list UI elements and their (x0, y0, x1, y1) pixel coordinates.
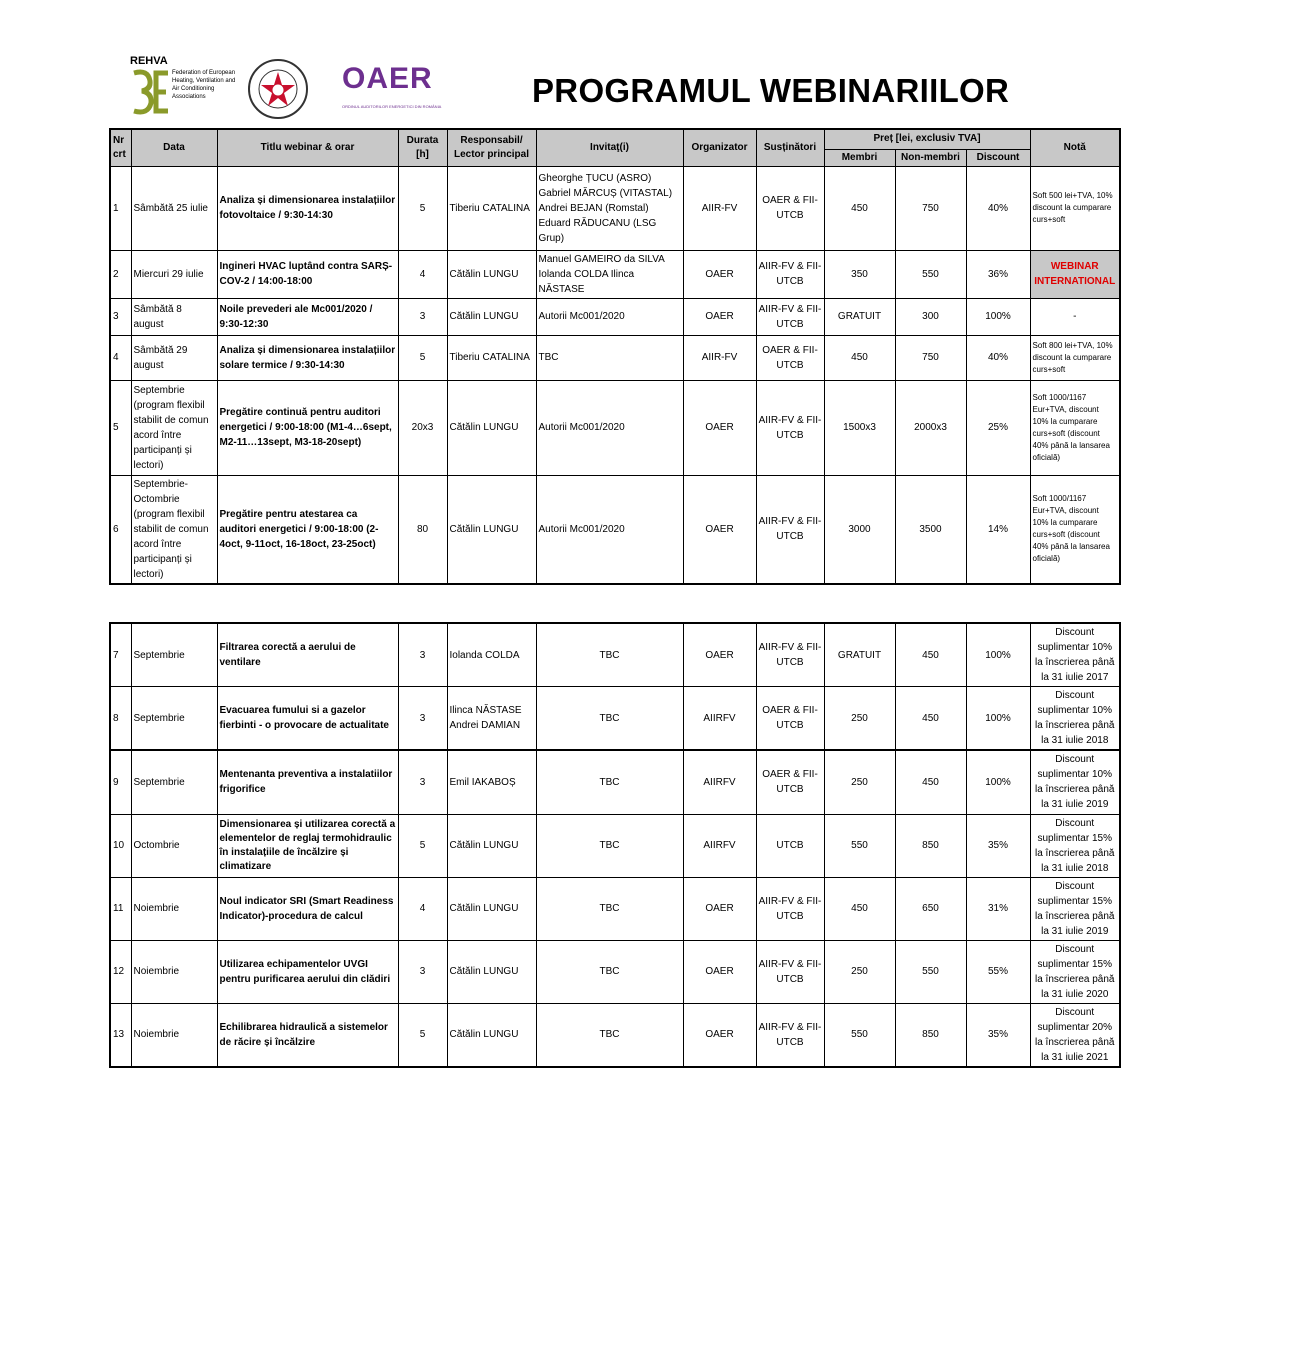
cell-organizator: OAER (683, 475, 756, 584)
cell-nonmembri: 750 (895, 166, 966, 250)
cell-discount: 100% (966, 750, 1030, 814)
cell-sustinatori: AIIR-FV & FII-UTCB (756, 475, 824, 584)
cell-data: Septembrie (program flexibil stabilit de comun acord între participanți și lectori) (131, 380, 217, 475)
cell-nota: Discount suplimentar 10% la înscrierea până la 31 iulie 2018 (1030, 687, 1120, 751)
rehva-description: Federation of European Heating, Ventilation and Air Conditioning Associations (172, 70, 236, 100)
cell-discount: 35% (966, 1003, 1030, 1067)
header-membri: Membri (824, 149, 895, 166)
header-nota: Notă (1030, 129, 1120, 166)
cell-nonmembri: 2000x3 (895, 380, 966, 475)
cell-nr: 8 (110, 687, 131, 751)
cell-discount: 100% (966, 623, 1030, 687)
cell-titlu: Mentenanta preventiva a instalatiilor frigorifice (217, 750, 398, 814)
cell-membri: GRATUIT (824, 623, 895, 687)
header-durata: Durata [h] (398, 129, 447, 166)
cell-data: Noiembrie (131, 1003, 217, 1067)
cell-data: Miercuri 29 iulie (131, 250, 217, 298)
cell-nr: 10 (110, 814, 131, 877)
cell-nonmembri: 750 (895, 335, 966, 380)
aiir-emblem-icon (246, 58, 310, 120)
cell-organizator: AIIRFV (683, 687, 756, 751)
cell-membri: GRATUIT (824, 298, 895, 335)
cell-nonmembri: 450 (895, 750, 966, 814)
oaer-name: OAER (342, 62, 433, 95)
cell-sustinatori: OAER & FII-UTCB (756, 750, 824, 814)
cell-durata: 3 (398, 623, 447, 687)
cell-titlu: Evacuarea fumului si a gazelor fierbinti - o provocare de actualitate (217, 687, 398, 751)
cell-organizator: OAER (683, 380, 756, 475)
cell-discount: 25% (966, 380, 1030, 475)
header-invitati: Invitaţ(i) (536, 129, 683, 166)
cell-membri: 450 (824, 335, 895, 380)
cell-sustinatori: OAER & FII-UTCB (756, 166, 824, 250)
cell-durata: 3 (398, 750, 447, 814)
cell-nota: Soft 800 lei+TVA, 10% discount la cumparare curs+soft (1030, 335, 1120, 380)
table-row (110, 475, 1120, 584)
cell-nr: 6 (110, 475, 131, 584)
cell-nota: Soft 500 lei+TVA, 10% discount la cumparare curs+soft (1030, 166, 1120, 250)
cell-sustinatori: OAER & FII-UTCB (756, 687, 824, 751)
cell-responsabil: Tiberiu CATALINA (447, 166, 536, 250)
cell-data: Sâmbătă 29 august (131, 335, 217, 380)
table-row (110, 335, 1120, 380)
cell-invitati: TBC (536, 623, 683, 687)
webinar-table-main (109, 128, 1121, 585)
cell-sustinatori: AIIR-FV & FII-UTCB (756, 1003, 824, 1067)
cell-membri: 1500x3 (824, 380, 895, 475)
cell-durata: 5 (398, 335, 447, 380)
cell-nonmembri: 550 (895, 940, 966, 1003)
header-responsabil: Responsabil/ Lector principal (447, 129, 536, 166)
cell-responsabil: Iolanda COLDA (447, 623, 536, 687)
cell-organizator: OAER (683, 940, 756, 1003)
cell-durata: 80 (398, 475, 447, 584)
cell-organizator: OAER (683, 1003, 756, 1067)
cell-discount: 36% (966, 250, 1030, 298)
cell-nonmembri: 450 (895, 623, 966, 687)
cell-nr: 2 (110, 250, 131, 298)
cell-nonmembri: 550 (895, 250, 966, 298)
table-row (110, 940, 1120, 1003)
cell-nonmembri: 450 (895, 687, 966, 751)
cell-responsabil: Cătălin LUNGU (447, 940, 536, 1003)
cell-membri: 3000 (824, 475, 895, 584)
cell-nr: 7 (110, 623, 131, 687)
header-nonmembri: Non-membri (895, 149, 966, 166)
cell-organizator: OAER (683, 623, 756, 687)
cell-nota: Discount suplimentar 20% la înscrierea până la 31 iulie 2021 (1030, 1003, 1120, 1067)
cell-sustinatori: UTCB (756, 814, 824, 877)
cell-membri: 250 (824, 750, 895, 814)
cell-nr: 13 (110, 1003, 131, 1067)
cell-data: Noiembrie (131, 877, 217, 940)
cell-sustinatori: AIIR-FV & FII-UTCB (756, 380, 824, 475)
cell-responsabil: Tiberiu CATALINA (447, 335, 536, 380)
table-row (110, 687, 1120, 751)
cell-responsabil: Cătălin LUNGU (447, 298, 536, 335)
rehva-3e-icon (130, 67, 170, 117)
cell-sustinatori: AIIR-FV & FII-UTCB (756, 250, 824, 298)
cell-nonmembri: 850 (895, 1003, 966, 1067)
cell-nota: Discount suplimentar 15% la înscrierea până la 31 iulie 2020 (1030, 940, 1120, 1003)
cell-titlu: Dimensionarea și utilizarea corectă a elementelor de reglaj termohidraulic în instalațiile de încălzire și climatizare (217, 814, 398, 877)
cell-durata: 3 (398, 940, 447, 1003)
cell-titlu: Pregătire continuă pentru auditori energetici / 9:00-18:00 (M1-4…6sept, M2-11…13sept, M3-18-20sept) (217, 380, 398, 475)
cell-organizator: OAER (683, 877, 756, 940)
cell-membri: 550 (824, 814, 895, 877)
header-sustinatori: Susținători (756, 129, 824, 166)
cell-discount: 31% (966, 877, 1030, 940)
table-row (110, 623, 1120, 687)
page-title: PROGRAMUL WEBINARIILOR (532, 72, 1010, 109)
cell-invitati: TBC (536, 1003, 683, 1067)
header-discount: Discount (966, 149, 1030, 166)
cell-durata: 3 (398, 687, 447, 751)
cell-titlu: Filtrarea corectă a aerului de ventilare (217, 623, 398, 687)
cell-nr: 3 (110, 298, 131, 335)
cell-titlu: Noile prevederi ale Mc001/2020 / 9:30-12:30 (217, 298, 398, 335)
rehva-name: REHVA (130, 55, 168, 67)
cell-invitati: TBC (536, 750, 683, 814)
oaer-subtitle: ORDINUL AUDITORILOR ENERGETICI DIN ROMÂNIA (342, 104, 442, 109)
cell-nr: 12 (110, 940, 131, 1003)
aiir-logo (246, 58, 310, 120)
header-pret: Preț [lei, exclusiv TVA] (824, 129, 1030, 149)
cell-nota: Discount suplimentar 15% la înscrierea până la 31 iulie 2018 (1030, 814, 1120, 877)
cell-titlu: Analiza și dimensionarea instalațiilor solare termice / 9:30-14:30 (217, 335, 398, 380)
cell-invitati: Autorii Mc001/2020 (536, 475, 683, 584)
cell-nonmembri: 300 (895, 298, 966, 335)
cell-sustinatori: AIIR-FV & FII-UTCB (756, 298, 824, 335)
table-row (110, 1003, 1120, 1067)
table-row (110, 814, 1120, 877)
cell-membri: 250 (824, 687, 895, 751)
cell-invitati: TBC (536, 877, 683, 940)
table-row (110, 298, 1120, 335)
cell-responsabil: Cătălin LUNGU (447, 1003, 536, 1067)
cell-durata: 20x3 (398, 380, 447, 475)
cell-membri: 250 (824, 940, 895, 1003)
cell-membri: 450 (824, 877, 895, 940)
cell-data: Septembrie (131, 750, 217, 814)
cell-membri: 550 (824, 1003, 895, 1067)
cell-data: Noiembrie (131, 940, 217, 1003)
table-row (110, 380, 1120, 475)
cell-nr: 4 (110, 335, 131, 380)
cell-discount: 40% (966, 166, 1030, 250)
oaer-logo (342, 62, 446, 114)
cell-organizator: AIIRFV (683, 750, 756, 814)
header-data: Data (131, 129, 217, 166)
cell-nr: 1 (110, 166, 131, 250)
cell-discount: 100% (966, 298, 1030, 335)
cell-data: Sâmbătă 25 iulie (131, 166, 217, 250)
cell-nr: 5 (110, 380, 131, 475)
cell-responsabil: Emil IAKABOȘ (447, 750, 536, 814)
header-organizator: Organizator (683, 129, 756, 166)
table-row (110, 877, 1120, 940)
cell-nota: Discount suplimentar 10% la înscrierea până la 31 iulie 2019 (1030, 750, 1120, 814)
cell-durata: 4 (398, 877, 447, 940)
cell-discount: 40% (966, 335, 1030, 380)
cell-titlu: Echilibrarea hidraulică a sistemelor de răcire și încălzire (217, 1003, 398, 1067)
cell-invitati: TBC (536, 814, 683, 877)
cell-durata: 4 (398, 250, 447, 298)
cell-responsabil: Cătălin LUNGU (447, 814, 536, 877)
cell-discount: 35% (966, 814, 1030, 877)
cell-organizator: AIIR-FV (683, 335, 756, 380)
cell-durata: 5 (398, 814, 447, 877)
cell-membri: 450 (824, 166, 895, 250)
cell-nonmembri: 850 (895, 814, 966, 877)
cell-nonmembri: 650 (895, 877, 966, 940)
cell-titlu: Analiza și dimensionarea instalațiilor fotovoltaice / 9:30-14:30 (217, 166, 398, 250)
cell-durata: 5 (398, 166, 447, 250)
cell-data: Septembrie-Octombrie (program flexibil stabilit de comun acord între participanți și lectori) (131, 475, 217, 584)
cell-nota-international: WEBINAR INTERNATIONAL (1030, 250, 1120, 298)
cell-responsabil: Ilinca NĂSTASE Andrei DAMIAN (447, 687, 536, 751)
cell-titlu: Pregătire pentru atestarea ca auditori energetici / 9:00-18:00 (2-4oct, 9-11oct, 16-18oct, 23-25oct) (217, 475, 398, 584)
cell-invitati: Autorii Mc001/2020 (536, 380, 683, 475)
cell-sustinatori: AIIR-FV & FII-UTCB (756, 940, 824, 1003)
cell-nota: Discount suplimentar 10% la înscrierea până la 31 iulie 2017 (1030, 623, 1120, 687)
cell-nota: - (1030, 298, 1120, 335)
cell-nr: 9 (110, 750, 131, 814)
cell-titlu: Ingineri HVAC luptând contra SARȘ-COV-2 / 14:00-18:00 (217, 250, 398, 298)
cell-nota: Soft 1000/1167 Eur+TVA, discount 10% la cumparare curs+soft (discount 40% până la lansarea oficială) (1030, 380, 1120, 475)
cell-invitati: Manuel GAMEIRO da SILVA Iolanda COLDA Ilinca NĂSTASE (536, 250, 683, 298)
cell-data: Septembrie (131, 687, 217, 751)
cell-responsabil: Cătălin LUNGU (447, 475, 536, 584)
cell-nota: Soft 1000/1167 Eur+TVA, discount 10% la cumparare curs+soft (discount 40% până la lansarea oficială) (1030, 475, 1120, 584)
cell-organizator: OAER (683, 250, 756, 298)
cell-nota: Discount suplimentar 15% la înscrierea până la 31 iulie 2019 (1030, 877, 1120, 940)
header-titlu: Titlu webinar & orar (217, 129, 398, 166)
cell-sustinatori: AIIR-FV & FII-UTCB (756, 877, 824, 940)
cell-organizator: OAER (683, 298, 756, 335)
webinar-table-secondary (109, 622, 1121, 1068)
cell-invitati: Autorii Mc001/2020 (536, 298, 683, 335)
cell-sustinatori: AIIR-FV & FII-UTCB (756, 623, 824, 687)
cell-discount: 100% (966, 687, 1030, 751)
cell-discount: 14% (966, 475, 1030, 584)
cell-nr: 11 (110, 877, 131, 940)
cell-sustinatori: OAER & FII-UTCB (756, 335, 824, 380)
cell-data: Sâmbătă 8 august (131, 298, 217, 335)
cell-invitati: TBC (536, 940, 683, 1003)
cell-durata: 5 (398, 1003, 447, 1067)
header-nr: Nr crt (110, 129, 131, 166)
cell-discount: 55% (966, 940, 1030, 1003)
table-row (110, 250, 1120, 298)
cell-titlu: Utilizarea echipamentelor UVGI pentru purificarea aerului din clădiri (217, 940, 398, 1003)
cell-organizator: AIIR-FV (683, 166, 756, 250)
cell-responsabil: Cătălin LUNGU (447, 250, 536, 298)
cell-organizator: AIIRFV (683, 814, 756, 877)
cell-nonmembri: 3500 (895, 475, 966, 584)
cell-invitati: TBC (536, 687, 683, 751)
table-row (110, 750, 1120, 814)
cell-membri: 350 (824, 250, 895, 298)
rehva-logo (130, 55, 236, 117)
cell-responsabil: Cătălin LUNGU (447, 380, 536, 475)
table-row (110, 166, 1120, 250)
cell-titlu: Noul indicator SRI (Smart Readiness Indicator)-procedura de calcul (217, 877, 398, 940)
cell-data: Septembrie (131, 623, 217, 687)
cell-invitati: TBC (536, 335, 683, 380)
cell-invitati: Gheorghe ȚUCU (ASRO) Gabriel MĂRCUȘ (VITASTAL) Andrei BEJAN (Romstal) Eduard RĂDUCANU (LSG Grup) (536, 166, 683, 250)
cell-data: Octombrie (131, 814, 217, 877)
cell-durata: 3 (398, 298, 447, 335)
cell-responsabil: Cătălin LUNGU (447, 877, 536, 940)
